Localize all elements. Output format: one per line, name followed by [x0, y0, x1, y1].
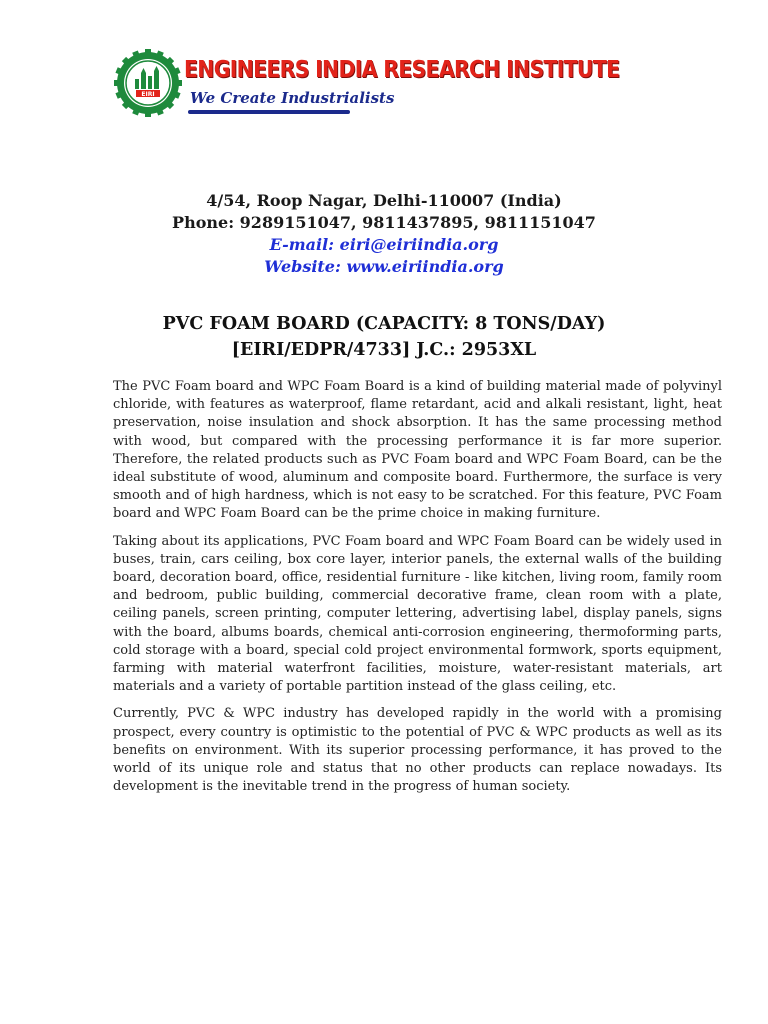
paragraph-2: Taking about its applications, PVC Foam board and WPC Foam Board can be widely used in buses, train, cars ceiling, box core layer, interior panels, the external walls of the building board, decoration board, office, residential furniture - like kitchen, living room, family room and bedroom, public building, commercial decorative frame, clean room with a plate, ceiling panels, screen printing, computer lettering, advertising label, display panels, signs with the board, albums boards, chemical anti-corrosion engineering, thermoforming parts, cold storage with a board, special cold project environmental formwork, sports equipment, farming with material waterfront facilities, moisture, water-resistant materials, art materials and a variety of portable partition instead of the glass ceiling, etc. [113, 533, 722, 695]
title-line-1: PVC FOAM BOARD (CAPACITY: 8 TONS/DAY) [162, 314, 606, 334]
institute-name: ENGINEERS INDIA RESEARCH INSTITUTE [184, 57, 620, 83]
institute-tagline: We Create Industrialists [190, 89, 395, 107]
tagline-underline [188, 110, 350, 114]
letterhead [114, 47, 620, 119]
paragraph-1: The PVC Foam board and WPC Foam Board is a kind of building material made of polyvinyl chloride, with features as waterproof, flame retardant, acid and alkali resistant, light, heat preservation, noise insulation and shock absorption. It has the same processing method with wood, but compared with the processing performance it is far more superior. Therefore, the related products such as PVC Foam board and WPC Foam Board, can be the ideal substitute of wood, aluminum and composite board. Furthermore, the surface is very smooth and of high hardness, which is not easy to be scratched. For this feature, PVC Foam board and WPC Foam Board can be the prime choice in making furniture. [113, 379, 722, 522]
document-title [0, 311, 768, 363]
eiri-seal-icon [114, 49, 182, 117]
title-line-2: [EIRI/EDPR/4733] J.C.: 2953XL [231, 340, 537, 360]
document-body [113, 378, 722, 805]
address: 4/54, Roop Nagar, Delhi-110007 (India) [206, 191, 562, 210]
paragraph-3: Currently, PVC & WPC industry has developed rapidly in the world with a promising prospect, every country is optimistic to the potential of PVC & WPC products as well as its benefits on environment. With its superior processing performance, it has proved to the world of its unique role and status that no other products can replace nowadays. Its development is the inevitable trend in the progress of human society. [113, 706, 722, 795]
email-link[interactable]: E-mail: eiri@eiriindia.org [269, 235, 499, 254]
website-link[interactable]: Website: www.eiriindia.org [264, 257, 504, 276]
contact-block [0, 190, 768, 278]
phone-numbers: Phone: 9289151047, 9811437895, 9811151047 [172, 213, 596, 232]
seal-lettering: EIRI [141, 91, 155, 98]
